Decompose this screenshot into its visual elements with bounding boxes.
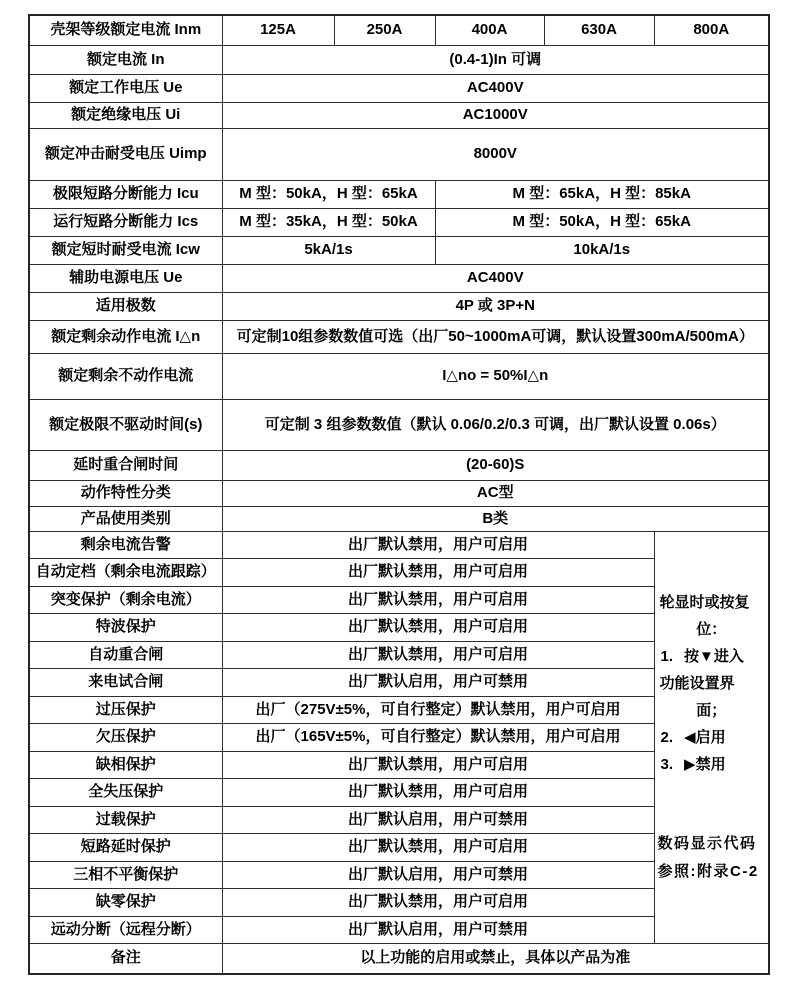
- row-value: AC1000V: [222, 102, 769, 128]
- table-row: [29, 506, 769, 531]
- note-step: [655, 643, 769, 670]
- note-line: 参照:附录C-2: [657, 862, 759, 880]
- row-label: 缺零保护: [29, 889, 222, 917]
- row-value-right: M 型：65kA，H 型：85kA: [435, 180, 769, 208]
- row-label: 突变保护（剩余电流）: [29, 586, 222, 614]
- table-row: [29, 399, 769, 450]
- row-label: 自动重合闸: [29, 641, 222, 669]
- row-value: 可定制10组参数数值可选（出厂50~1000mA可调，默认设置300mA/500mA）: [222, 320, 769, 353]
- note-line: 面；: [696, 701, 727, 719]
- note-step: [655, 751, 769, 778]
- row-value: AC400V: [222, 264, 769, 292]
- table-row: [29, 45, 769, 74]
- table-row: [29, 236, 769, 264]
- row-value: 可定制 3 组参数数值（默认 0.06/0.2/0.3 可调，出厂默认设置 0.06s）: [222, 399, 769, 450]
- note-step-text-after: 禁用: [695, 755, 726, 773]
- row-label: 额定极限不驱动时间(s): [29, 399, 222, 450]
- row-value-left: M 型：35kA，H 型：50kA: [222, 208, 435, 236]
- table-row: [29, 128, 769, 180]
- row-value: (20-60)S: [222, 450, 769, 480]
- note-step-number: 3.: [660, 755, 674, 773]
- frame-current-cell: 250A: [334, 15, 435, 45]
- table-row: [29, 102, 769, 128]
- row-value: 出厂默认启用，用户可禁用: [222, 669, 654, 697]
- row-value: 4P 或 3P+N: [222, 292, 769, 320]
- row-value: AC400V: [222, 74, 769, 102]
- row-label: 远动分断（远程分断）: [29, 916, 222, 944]
- row-label: 辅助电源电压 Ue: [29, 264, 222, 292]
- note-step-text-after: 进入: [713, 647, 744, 665]
- row-label: 适用极数: [29, 292, 222, 320]
- row-label: 短路延时保护: [29, 834, 222, 862]
- row-value-left: M 型：50kA，H 型：65kA: [222, 180, 435, 208]
- row-label: 额定冲击耐受电压 Uimp: [29, 128, 222, 180]
- row-value: B类: [222, 506, 769, 531]
- row-value: (0.4-1)In 可调: [222, 45, 769, 74]
- note-step-text-before: 按: [684, 647, 700, 665]
- table-row: [29, 292, 769, 320]
- row-label: 全失压保护: [29, 779, 222, 807]
- row-label: 延时重合闸时间: [29, 450, 222, 480]
- table-row: [29, 180, 769, 208]
- frame-current-cell: 125A: [222, 15, 334, 45]
- frame-current-cell: 630A: [544, 15, 654, 45]
- note-line: 数码显示代码: [657, 834, 757, 852]
- note-step-text: [684, 643, 744, 670]
- table-row: [29, 74, 769, 102]
- row-value: 以上功能的启用或禁止，具体以产品为准: [222, 944, 769, 974]
- down-triangle-icon: ▼: [699, 647, 714, 665]
- frame-current-cell: 800A: [654, 15, 769, 45]
- row-value: 出厂（275V±5%，可自行整定）默认禁用，用户可启用: [222, 696, 654, 724]
- row-value: 出厂默认禁用，用户可启用: [222, 779, 654, 807]
- left-triangle-icon: ◀: [684, 728, 696, 746]
- row-value-right: M 型：50kA，H 型：65kA: [435, 208, 769, 236]
- table-row: [29, 944, 769, 974]
- row-value: 出厂默认禁用，用户可启用: [222, 531, 654, 559]
- row-label: 极限短路分断能力 Icu: [29, 180, 222, 208]
- row-label: 过压保护: [29, 696, 222, 724]
- row-label: 备注: [29, 944, 222, 974]
- row-value: AC型: [222, 480, 769, 506]
- row-label: 剩余电流告警: [29, 531, 222, 559]
- row-value-right: 10kA/1s: [435, 236, 769, 264]
- row-label: 来电试合闸: [29, 669, 222, 697]
- row-label: 过载保护: [29, 806, 222, 834]
- note-line: 位：: [696, 620, 727, 638]
- table-row: [29, 480, 769, 506]
- row-value: 出厂默认禁用，用户可启用: [222, 614, 654, 642]
- note-step-text: [684, 751, 726, 778]
- row-label: 额定剩余动作电流 I△n: [29, 320, 222, 353]
- row-label: 产品使用类别: [29, 506, 222, 531]
- row-value: 出厂（165V±5%，可自行整定）默认禁用，用户可启用: [222, 724, 654, 752]
- note-step-text-after: 启用: [695, 728, 726, 746]
- note-step-text: [684, 724, 726, 751]
- row-label: 额定工作电压 Ue: [29, 74, 222, 102]
- row-value: I△no = 50%I△n: [222, 353, 769, 399]
- frame-current-cell: 400A: [435, 15, 544, 45]
- row-label: 动作特性分类: [29, 480, 222, 506]
- row-value: 出厂默认启用，用户可禁用: [222, 861, 654, 889]
- row-label: 三相不平衡保护: [29, 861, 222, 889]
- table-row: [29, 208, 769, 236]
- row-label: 特波保护: [29, 614, 222, 642]
- table-row: [29, 450, 769, 480]
- row-value: 出厂默认禁用，用户可启用: [222, 834, 654, 862]
- row-value: 出厂默认禁用，用户可启用: [222, 586, 654, 614]
- row-label: 额定剩余不动作电流: [29, 353, 222, 399]
- row-value: 出厂默认启用，用户可禁用: [222, 916, 654, 944]
- row-value: 8000V: [222, 128, 769, 180]
- row-label: 额定电流 In: [29, 45, 222, 74]
- note-line: 轮显时或按复: [659, 593, 750, 611]
- row-label: 壳架等级额定电流 Inm: [29, 15, 222, 45]
- table-row: [29, 531, 769, 559]
- row-label: 运行短路分断能力 Ics: [29, 208, 222, 236]
- table-row: [29, 15, 769, 45]
- row-value-left: 5kA/1s: [222, 236, 435, 264]
- row-value: 出厂默认启用，用户可禁用: [222, 806, 654, 834]
- note-step-number: 2.: [660, 728, 674, 746]
- row-label: 额定绝缘电压 Ui: [29, 102, 222, 128]
- note-step: [655, 724, 769, 751]
- note-line: 功能设置界: [659, 674, 735, 692]
- note-step-number: 1.: [660, 647, 674, 665]
- row-value: 出厂默认禁用，用户可启用: [222, 641, 654, 669]
- side-note: [655, 532, 769, 886]
- right-triangle-icon: ▶: [684, 755, 696, 773]
- row-value: 出厂默认禁用，用户可启用: [222, 889, 654, 917]
- row-label: 自动定档（剩余电流跟踪）: [29, 559, 222, 587]
- spec-table: [28, 14, 770, 975]
- table-row: [29, 320, 769, 353]
- note-footer: [655, 830, 769, 886]
- row-label: 缺相保护: [29, 751, 222, 779]
- table-row: [29, 353, 769, 399]
- row-value: 出厂默认禁用，用户可启用: [222, 559, 654, 587]
- side-note-cell: [654, 531, 769, 944]
- table-row: [29, 264, 769, 292]
- spec-sheet: [28, 14, 770, 975]
- row-label: 欠压保护: [29, 724, 222, 752]
- row-label: 额定短时耐受电流 Icw: [29, 236, 222, 264]
- row-value: 出厂默认禁用，用户可启用: [222, 751, 654, 779]
